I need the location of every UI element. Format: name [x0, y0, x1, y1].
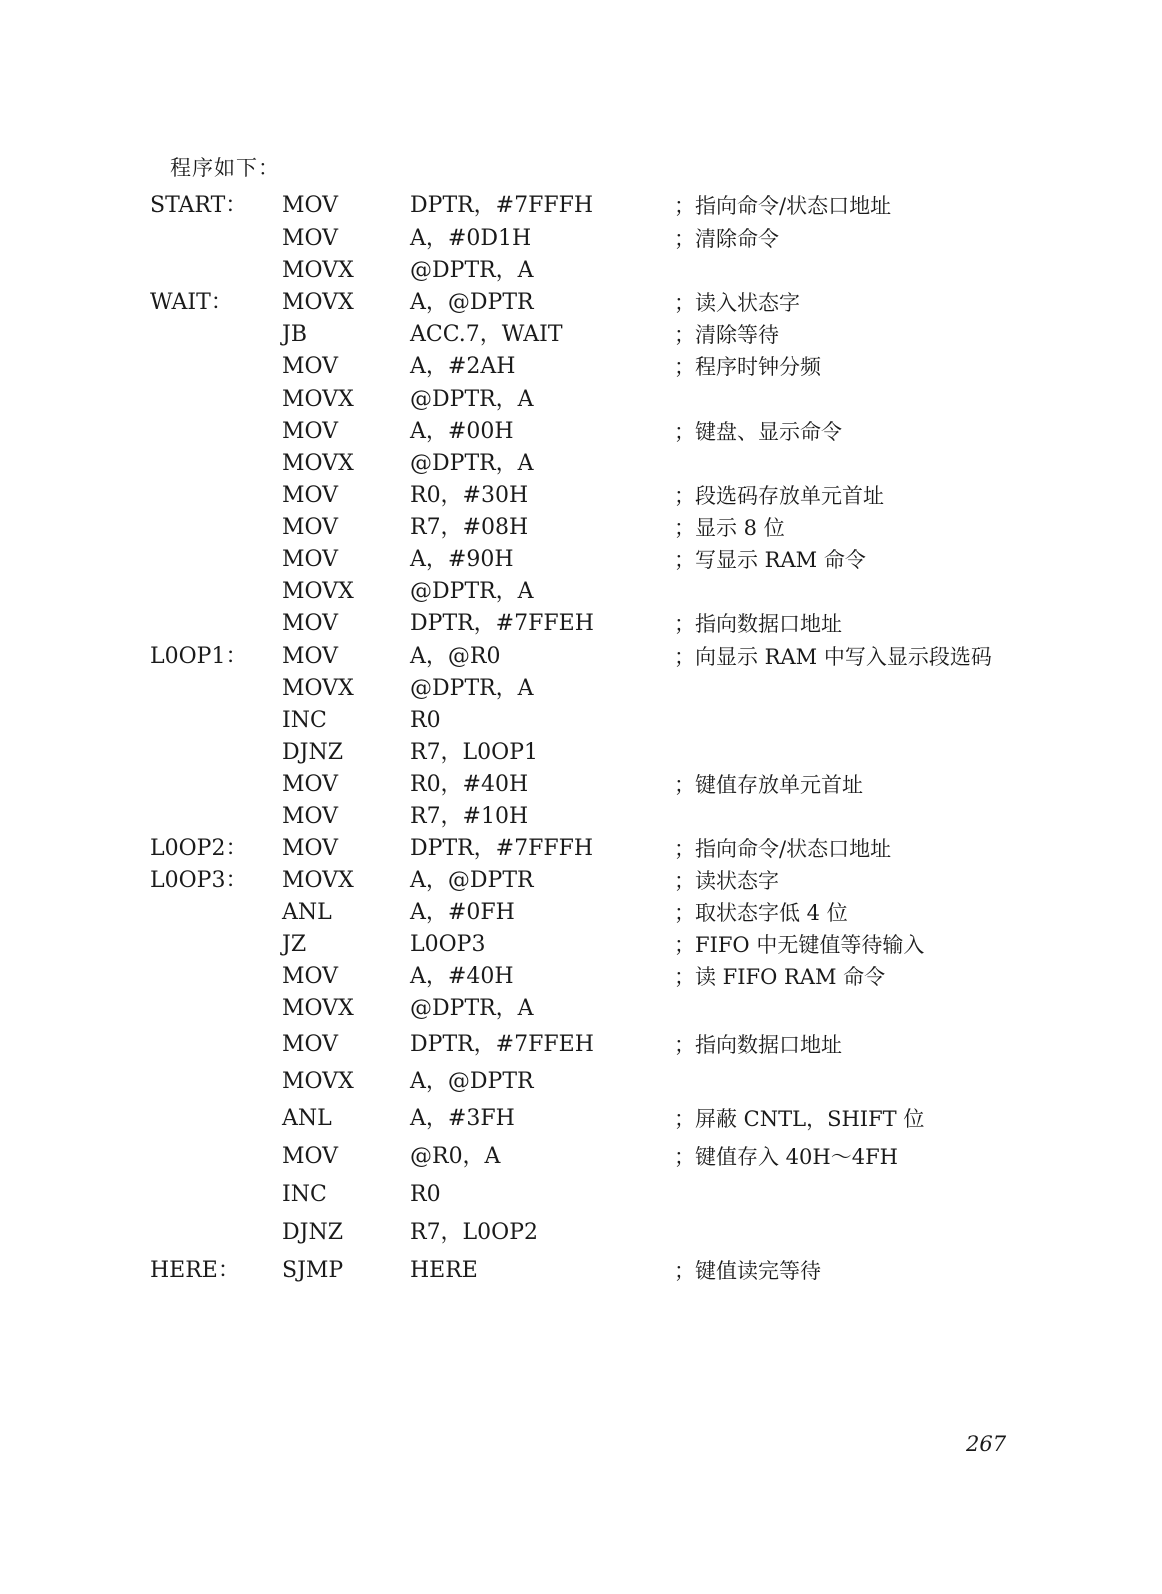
code-operand: DPTR，#7FFFH	[410, 836, 594, 861]
code-operand: R7，L0OP2	[410, 1220, 539, 1245]
code-line	[0, 608, 1162, 640]
code-comment: ；键值读完等待	[674, 1259, 821, 1283]
code-opcode: MOV	[282, 419, 339, 444]
code-operand: A，#40H	[410, 964, 514, 989]
code-line	[0, 865, 1162, 897]
code-comment: ；读 FIFO RAM 命令	[674, 965, 886, 989]
code-operand: R0	[410, 708, 441, 733]
code-label: L0OP1：	[150, 644, 248, 669]
code-comment: ；指向数据口地址	[674, 612, 842, 636]
code-comment: ；指向数据口地址	[674, 1033, 842, 1057]
code-line	[0, 961, 1162, 993]
code-comment: ；写显示 RAM 命令	[674, 548, 866, 572]
code-operand: A，#00H	[410, 419, 514, 444]
code-line	[0, 351, 1162, 383]
code-opcode: INC	[282, 1182, 327, 1207]
code-line	[0, 993, 1162, 1025]
code-operand: A，@DPTR	[410, 290, 534, 315]
code-opcode: MOV	[282, 483, 339, 508]
code-label: L0OP2：	[150, 836, 248, 861]
code-line	[0, 576, 1162, 608]
code-line	[0, 480, 1162, 512]
code-operand: @DPTR，A	[410, 579, 534, 604]
code-opcode: ANL	[282, 900, 332, 925]
code-comment: ；清除等待	[674, 323, 779, 347]
code-operand: DPTR，#7FFEH	[410, 1032, 594, 1057]
code-line	[0, 416, 1162, 448]
code-operand: @DPTR，A	[410, 451, 534, 476]
code-label: L0OP3：	[150, 868, 248, 893]
code-comment: ；程序时钟分频	[674, 355, 821, 379]
code-line	[0, 1179, 1162, 1211]
code-line	[0, 929, 1162, 961]
code-comment: ；读状态字	[674, 869, 779, 893]
code-comment: ；指向命令/状态口地址	[674, 837, 892, 861]
code-opcode: MOVX	[282, 451, 354, 476]
code-line	[0, 737, 1162, 769]
code-line	[0, 1103, 1162, 1135]
code-line	[0, 384, 1162, 416]
code-opcode: MOVX	[282, 579, 354, 604]
code-opcode: MOV	[282, 611, 339, 636]
code-opcode: MOV	[282, 836, 339, 861]
code-opcode: MOV	[282, 226, 339, 251]
code-operand: A，@DPTR	[410, 868, 534, 893]
code-operand: A，#0FH	[410, 900, 515, 925]
code-opcode: JZ	[282, 932, 307, 957]
code-operand: R0，#30H	[410, 483, 529, 508]
code-label: START：	[150, 193, 248, 218]
code-opcode: MOVX	[282, 868, 354, 893]
code-line	[0, 1141, 1162, 1173]
code-line	[0, 223, 1162, 255]
code-line	[0, 673, 1162, 705]
code-operand: R7，#10H	[410, 804, 529, 829]
code-opcode: MOV	[282, 354, 339, 379]
code-operand: @R0，A	[410, 1144, 501, 1169]
code-line	[0, 801, 1162, 833]
code-label: HERE：	[150, 1258, 240, 1283]
code-line	[0, 897, 1162, 929]
code-line	[0, 512, 1162, 544]
code-opcode: DJNZ	[282, 1220, 343, 1245]
code-operand: A，#0D1H	[410, 226, 532, 251]
code-operand: HERE	[410, 1258, 478, 1283]
code-comment: ；向显示 RAM 中写入显示段选码	[674, 645, 992, 669]
code-comment: ；显示 8 位	[674, 516, 785, 540]
code-opcode: MOV	[282, 547, 339, 572]
code-operand: R0，#40H	[410, 772, 529, 797]
code-operand: R0	[410, 1182, 441, 1207]
code-opcode: SJMP	[282, 1258, 344, 1283]
code-line	[0, 641, 1162, 673]
code-line	[0, 1066, 1162, 1098]
code-line	[0, 769, 1162, 801]
code-label: WAIT：	[150, 290, 233, 315]
code-line	[0, 1255, 1162, 1287]
code-line	[0, 190, 1162, 222]
code-operand: A，#2AH	[410, 354, 516, 379]
code-line	[0, 287, 1162, 319]
code-comment: ；读入状态字	[674, 291, 800, 315]
code-opcode: MOV	[282, 1144, 339, 1169]
code-comment: ；取状态字低 4 位	[674, 901, 848, 925]
code-operand: A，#3FH	[410, 1106, 515, 1131]
code-line	[0, 544, 1162, 576]
code-comment: ；指向命令/状态口地址	[674, 194, 892, 218]
code-opcode: MOVX	[282, 258, 354, 283]
code-line	[0, 255, 1162, 287]
code-opcode: MOVX	[282, 1069, 354, 1094]
code-line	[0, 448, 1162, 480]
code-comment: ；键值存入 40H～4FH	[674, 1145, 898, 1169]
code-operand: R7，L0OP1	[410, 740, 539, 765]
code-opcode: MOVX	[282, 290, 354, 315]
page-number: 267	[966, 1432, 1007, 1456]
code-opcode: MOV	[282, 193, 339, 218]
code-operand: L0OP3	[410, 932, 486, 957]
code-operand: @DPTR，A	[410, 387, 534, 412]
code-opcode: MOVX	[282, 996, 354, 1021]
code-operand: DPTR，#7FFFH	[410, 193, 594, 218]
code-comment: ；屏蔽 CNTL，SHIFT 位	[674, 1107, 925, 1131]
code-opcode: MOV	[282, 1032, 339, 1057]
code-opcode: MOV	[282, 515, 339, 540]
code-opcode: JB	[282, 322, 307, 347]
code-operand: @DPTR，A	[410, 258, 534, 283]
code-operand: R7，#08H	[410, 515, 529, 540]
code-comment: ；段选码存放单元首址	[674, 484, 884, 508]
code-operand: ACC.7，WAIT	[410, 322, 563, 347]
code-opcode: INC	[282, 708, 327, 733]
code-line	[0, 705, 1162, 737]
code-line	[0, 1217, 1162, 1249]
code-opcode: MOV	[282, 964, 339, 989]
code-line	[0, 319, 1162, 351]
code-opcode: MOV	[282, 644, 339, 669]
code-comment: ；FIFO 中无键值等待输入	[674, 933, 925, 957]
code-opcode: ANL	[282, 1106, 332, 1131]
code-comment: ；键值存放单元首址	[674, 773, 863, 797]
code-operand: A，@DPTR	[410, 1069, 534, 1094]
intro-text: 程序如下：	[170, 156, 280, 180]
code-operand: @DPTR，A	[410, 676, 534, 701]
code-operand: DPTR，#7FFEH	[410, 611, 594, 636]
code-opcode: DJNZ	[282, 740, 343, 765]
code-opcode: MOVX	[282, 387, 354, 412]
code-comment: ；键盘、显示命令	[674, 420, 842, 444]
code-opcode: MOV	[282, 804, 339, 829]
code-line	[0, 833, 1162, 865]
code-operand: @DPTR，A	[410, 996, 534, 1021]
code-opcode: MOV	[282, 772, 339, 797]
code-operand: A，@R0	[410, 644, 501, 669]
code-opcode: MOVX	[282, 676, 354, 701]
code-comment: ；清除命令	[674, 227, 779, 251]
code-line	[0, 1029, 1162, 1061]
code-operand: A，#90H	[410, 547, 514, 572]
